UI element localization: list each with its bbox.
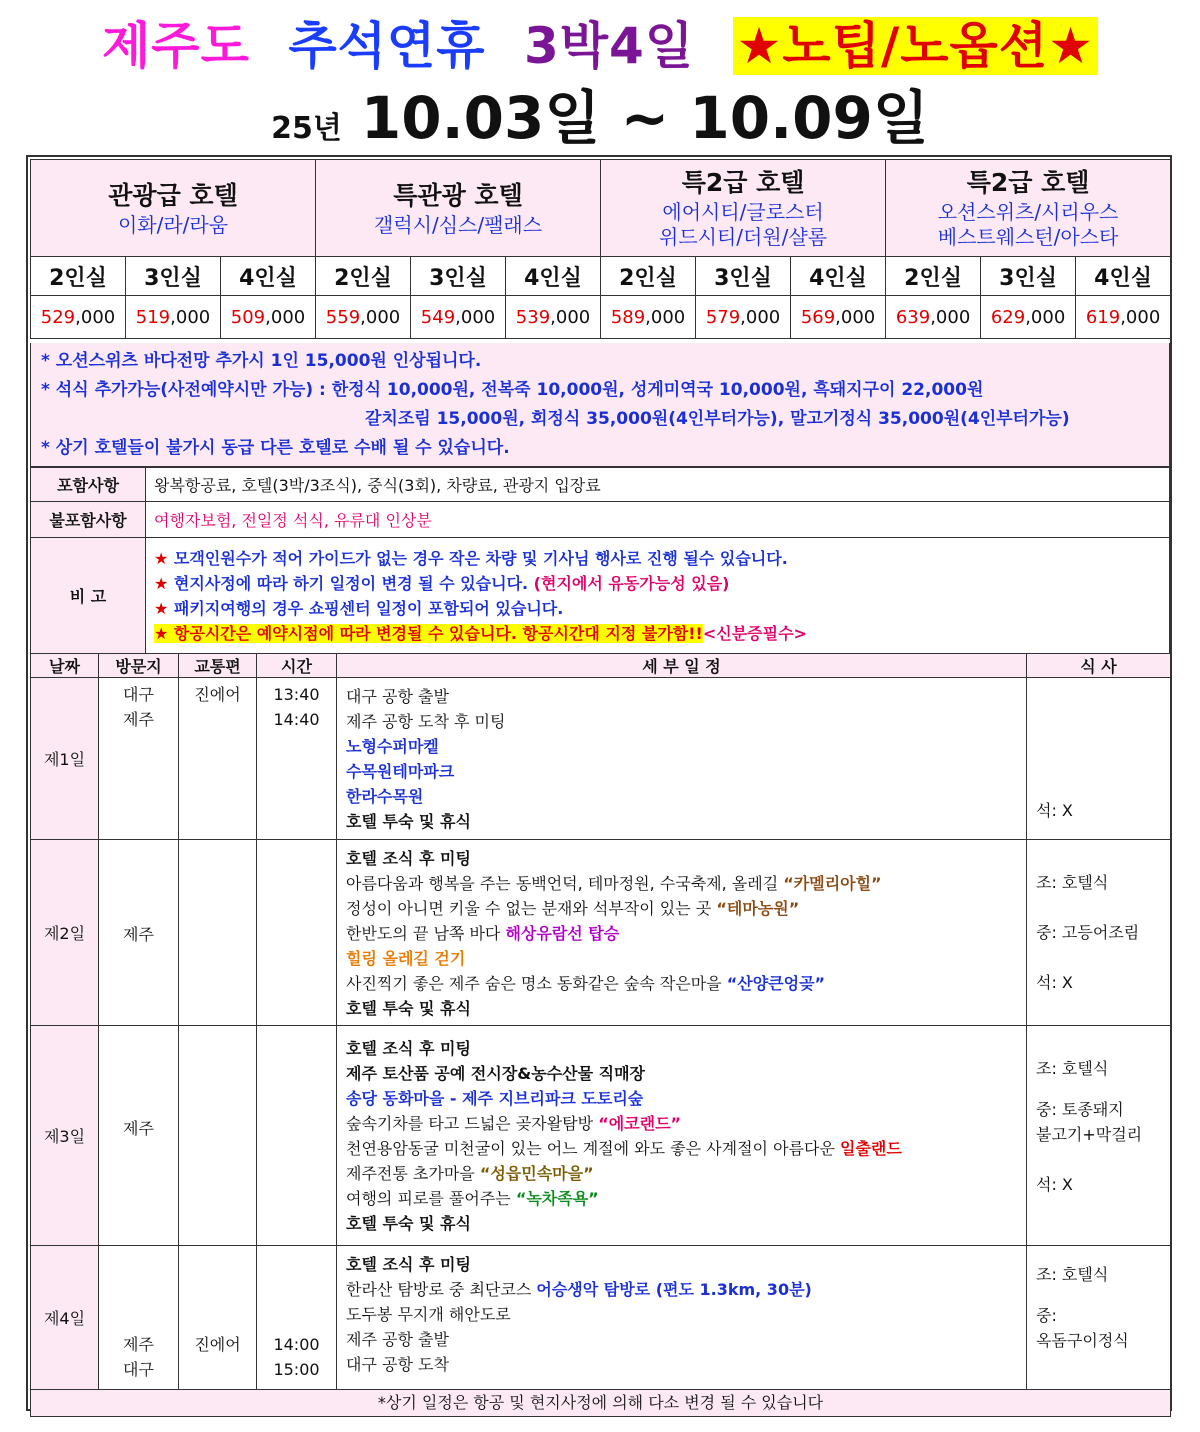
detail-text: 노형수퍼마켙 [346,737,439,756]
meal-line: 석: X [1036,973,1073,992]
detail-line [346,1111,1026,1136]
remark-item: ★ 패키지여행의 경우 쇼핑센터 일정이 포함되어 있습니다. [154,598,564,618]
price-cell [506,296,601,339]
detail-line [346,1352,1026,1377]
detail-line [346,1277,1026,1302]
schedule-header: 식 사 [1027,654,1171,678]
detail-text: 호텔 투숙 및 휴식 [346,812,471,831]
travel-year: 25년 [271,111,342,146]
detail-text: 송당 동화마을 - 제주 지브리파크 도토리숲 [346,1089,644,1108]
detail-text: 호텔 조식 후 미팅 [346,849,471,868]
detail-text: 천연용암동굴 미천굴이 있는 어느 계절에 와도 좋은 사계절이 아름다운 [346,1139,840,1158]
meals [1027,1026,1171,1246]
price-suffix: ,000 [645,306,686,328]
detail-line [346,1161,1026,1186]
remark-item: ★ 모객인원수가 적어 가이드가 없는 경우 작은 차량 및 기사님 행사로 진행 될수 있습니다. [154,548,788,568]
exclude-label: 불포함사항 [31,502,146,538]
price-cell [791,296,886,339]
transport-name: 진에어 [194,1335,241,1354]
detail-line [346,1302,1026,1327]
include-value: 왕복항공료, 호텔(3박/3조식), 중식(3회), 차량료, 관광지 입장료 [146,468,1170,502]
note-line: * 오션스위츠 바다전망 추가시 1인 15,000원 인상됩니다. [41,351,482,371]
star-icon: ★ [154,598,169,618]
detail-line [346,1186,1026,1211]
detail-line [346,1252,1026,1277]
title-duration: 3박4일 [523,17,695,75]
price-thousands: 629 [990,306,1026,328]
hotel-names: 갤럭시/심스/팰래스 [374,212,543,237]
detail-text: 도두봉 무지개 해안도로 [346,1305,511,1324]
itinerary-sheet [26,155,1172,1411]
flight-time: 13:40 [273,685,320,704]
title-holiday: 추석연휴 [288,17,486,75]
meal-line: 석: X [1036,1175,1073,1194]
day-label: 제1일 [31,678,99,840]
transport [179,840,257,1026]
price-suffix: ,000 [1120,306,1161,328]
room-type: 4인실 [221,257,316,296]
detail-text: 제주전통 초가마을 [346,1164,480,1183]
transport [179,1246,257,1390]
detail-text: 어승생악 탐방로 (편도 1.3km, 30분) [536,1280,812,1299]
remarks-label: 비 고 [31,538,146,654]
info-table [30,467,1170,654]
visit-places [99,1026,179,1246]
meal-line: 중: [1036,1306,1057,1325]
detail-text: 정성이 아니면 키울 수 없는 분재와 석부작이 있는 곳 [346,899,717,918]
detail-text: “에코랜드” [598,1114,682,1133]
visit-places [99,840,179,1026]
price-thousands: 619 [1085,306,1121,328]
title-no-tip-badge: ★노팁/노옵션★ [733,17,1098,75]
note-line: 갈치조림 15,000원, 회정식 35,000원(4인부터가능), 말고기정식 35,000원(4인부터가능) [365,409,1070,429]
detail-text: “녹차족욕” [515,1189,599,1208]
note-line: * 상기 호텔들이 불가시 동급 다른 호텔로 수배 될 수 있습니다. [41,438,510,458]
detail-text: 수목원테마파크 [346,762,455,781]
hotel-grade-cell [601,160,886,257]
price-suffix: ,000 [75,306,116,328]
day-label: 제3일 [31,1026,99,1246]
page-title [0,14,1200,78]
detail-text: 대구 공항 출발 [346,687,449,706]
price-cell [601,296,696,339]
detail-line [346,1327,1026,1352]
detail-line [346,759,1026,784]
meal-line: 중: 고등어조림 [1036,923,1140,942]
detail-line [346,1036,1026,1061]
price-suffix: ,000 [360,306,401,328]
detail-text: “성읍민속마을” [479,1164,594,1183]
price-thousands: 539 [515,306,551,328]
place-name: 제주 [123,710,154,729]
place-name: 제주 [123,925,154,944]
detail-line [346,784,1026,809]
schedule-table [30,653,1171,1417]
detail-line [346,871,1026,896]
price-thousands: 559 [325,306,361,328]
schedule-header: 방문지 [99,654,179,678]
detail-text: 제주 토산품 공예 전시장&농수산물 직매장 [346,1064,645,1083]
transport [179,678,257,840]
place-name: 제주 [123,1335,154,1354]
detail-line [346,846,1026,871]
price-suffix: ,000 [835,306,876,328]
detail-text: 한라수목원 [346,787,424,806]
price-suffix: ,000 [455,306,496,328]
price-cell [411,296,506,339]
detail-text: 힐링 올레길 걷기 [346,949,466,968]
room-type: 4인실 [791,257,886,296]
detail-text: 숲속기차를 타고 드넓은 곶자왈탐방 [346,1114,599,1133]
room-type: 4인실 [1076,257,1171,296]
room-type: 2인실 [886,257,981,296]
price-cell [1076,296,1171,339]
place-name: 대구 [123,1360,154,1379]
price-thousands: 569 [800,306,836,328]
hotel-names: 이화/라/라움 [117,212,229,237]
detail-line [346,1061,1026,1086]
hotel-grade-cell [316,160,601,257]
hotel-names: 베스트웨스턴/아스타 [937,225,1119,249]
include-label: 포함사항 [31,468,146,502]
detail-text: 호텔 조식 후 미팅 [346,1255,471,1274]
price-suffix: ,000 [265,306,306,328]
transport [179,1026,257,1246]
price-thousands: 519 [135,306,171,328]
schedule-details [337,840,1027,1026]
detail-line [346,684,1026,709]
room-type: 3인실 [411,257,506,296]
room-type: 3인실 [126,257,221,296]
detail-text: “카멜리아힐” [783,874,882,893]
schedule-header: 교통편 [179,654,257,678]
room-type: 2인실 [31,257,126,296]
meal-line: 조: 호텔식 [1036,1265,1109,1284]
price-cell [221,296,316,339]
flight-times [257,678,337,840]
meal-line: 옥돔구이정식 [1036,1331,1129,1350]
meals [1027,678,1171,840]
schedule-details [337,1246,1027,1390]
transport-name: 진에어 [194,685,241,704]
meal-line: 불고기+막걸리 [1036,1125,1143,1144]
remark-item: ★ 현지사정에 따라 하기 일정이 변경 될 수 있습니다. (현지에서 유동가능성 있음) [154,573,730,593]
remark-item: ★ 항공시간은 예약시점에 따라 변경될 수 있습니다. 항공시간대 지정 불가함!!<신분증필수> [154,623,807,643]
price-thousands: 639 [895,306,931,328]
room-type: 3인실 [981,257,1076,296]
detail-line [346,896,1026,921]
detail-line [346,809,1026,834]
schedule-header: 날짜 [31,654,99,678]
note-line: * 석식 추가가능(사전예약시만 가능) : 한정식 10,000원, 전복죽 10,000원, 성게미역국 10,000원, 흑돼지구이 22,000원 [41,380,984,400]
remarks-list [146,538,1170,654]
hotel-grade: 특관광 호텔 [393,180,523,210]
price-cell [316,296,411,339]
price-thousands: 509 [230,306,266,328]
price-suffix: ,000 [1025,306,1066,328]
detail-text: 호텔 투숙 및 휴식 [346,999,471,1018]
hotel-grade-cell [886,160,1171,257]
price-cell [696,296,791,339]
flight-time: 14:40 [273,710,320,729]
detail-text: “산양큰엉곶” [726,974,826,993]
schedule-details [337,1026,1027,1246]
place-name: 제주 [123,1119,154,1138]
hotel-names: 에어시티/글로스터 [662,200,824,224]
hotel-grade: 특2급 호텔 [681,168,805,197]
price-suffix: ,000 [930,306,971,328]
flight-times [257,1026,337,1246]
price-suffix: ,000 [740,306,781,328]
flight-time: 14:00 [273,1335,320,1354]
detail-line [346,734,1026,759]
hotel-grade-cell [31,160,316,257]
hotel-names: 위드시티/더원/샬롬 [659,225,828,249]
meal-line: 석: X [1036,801,1073,820]
star-icon: ★ [154,623,169,643]
price-suffix: ,000 [550,306,591,328]
detail-text: 여행의 피로를 풀어주는 [346,1189,516,1208]
flight-times [257,840,337,1026]
price-thousands: 549 [420,306,456,328]
place-name: 대구 [123,685,154,704]
room-type: 2인실 [316,257,411,296]
hotel-names: 오션스위츠/시리우스 [937,200,1119,224]
schedule-header: 세 부 일 정 [337,654,1027,678]
detail-text: 제주 공항 도착 후 미팅 [346,712,506,731]
price-cell [126,296,221,339]
room-type: 4인실 [506,257,601,296]
title-destination: 제주도 [102,17,250,75]
meals [1027,840,1171,1026]
room-type: 2인실 [601,257,696,296]
day-label: 제2일 [31,840,99,1026]
detail-text: 호텔 조식 후 미팅 [346,1039,471,1058]
visit-places [99,1246,179,1390]
schedule-details [337,678,1027,840]
meal-line: 중: 토종돼지 [1036,1100,1124,1119]
detail-line [346,921,1026,946]
flight-times [257,1246,337,1390]
visit-places [99,678,179,840]
room-type: 3인실 [696,257,791,296]
detail-line [346,996,1026,1021]
star-icon: ★ [154,548,169,568]
detail-line [346,1086,1026,1111]
detail-line [346,709,1026,734]
price-cell [981,296,1076,339]
detail-text: 사진찍기 좋은 제주 숨은 명소 동화같은 숲속 작은마을 [346,974,727,993]
detail-text: 대구 공항 도착 [346,1355,449,1374]
detail-line [346,946,1026,971]
detail-text: 한라산 탐방로 중 최단코스 [346,1280,537,1299]
detail-text: 한반도의 끝 남쪽 바다 [346,924,506,943]
notes-box [30,343,1170,467]
detail-line [346,1211,1026,1236]
price-cell [31,296,126,339]
price-thousands: 589 [610,306,646,328]
star-icon: ★ [154,573,169,593]
detail-text: 해상유람선 탑승 [505,924,620,943]
flight-time: 15:00 [273,1360,320,1379]
detail-text: 호텔 투숙 및 휴식 [346,1214,471,1233]
detail-text: 제주 공항 출발 [346,1330,449,1349]
meal-line: 조: 호텔식 [1036,1059,1109,1078]
hotel-grade: 관광급 호텔 [108,180,238,210]
detail-line [346,1136,1026,1161]
exclude-value: 여행자보험, 전일정 석식, 유류대 인상분 [146,502,1170,538]
detail-text: 일출랜드 [840,1139,902,1158]
hotel-grade: 특2급 호텔 [966,168,1090,197]
travel-date-range: 10.03일 ~ 10.09일 [360,84,929,152]
detail-line [346,971,1026,996]
hotel-price-table [30,159,1171,339]
price-cell [886,296,981,339]
schedule-header: 시간 [257,654,337,678]
meal-line: 조: 호텔식 [1036,873,1109,892]
price-thousands: 579 [705,306,741,328]
schedule-footnote: *상기 일정은 항공 및 현지사정에 의해 다소 변경 될 수 있습니다 [31,1390,1171,1417]
price-thousands: 529 [40,306,76,328]
day-label: 제4일 [31,1246,99,1390]
detail-text: “테마농원” [716,899,800,918]
meals [1027,1246,1171,1390]
price-suffix: ,000 [170,306,211,328]
detail-text: 아름다움과 행복을 주는 동백언덕, 테마정원, 수국축제, 올레길 [346,874,784,893]
